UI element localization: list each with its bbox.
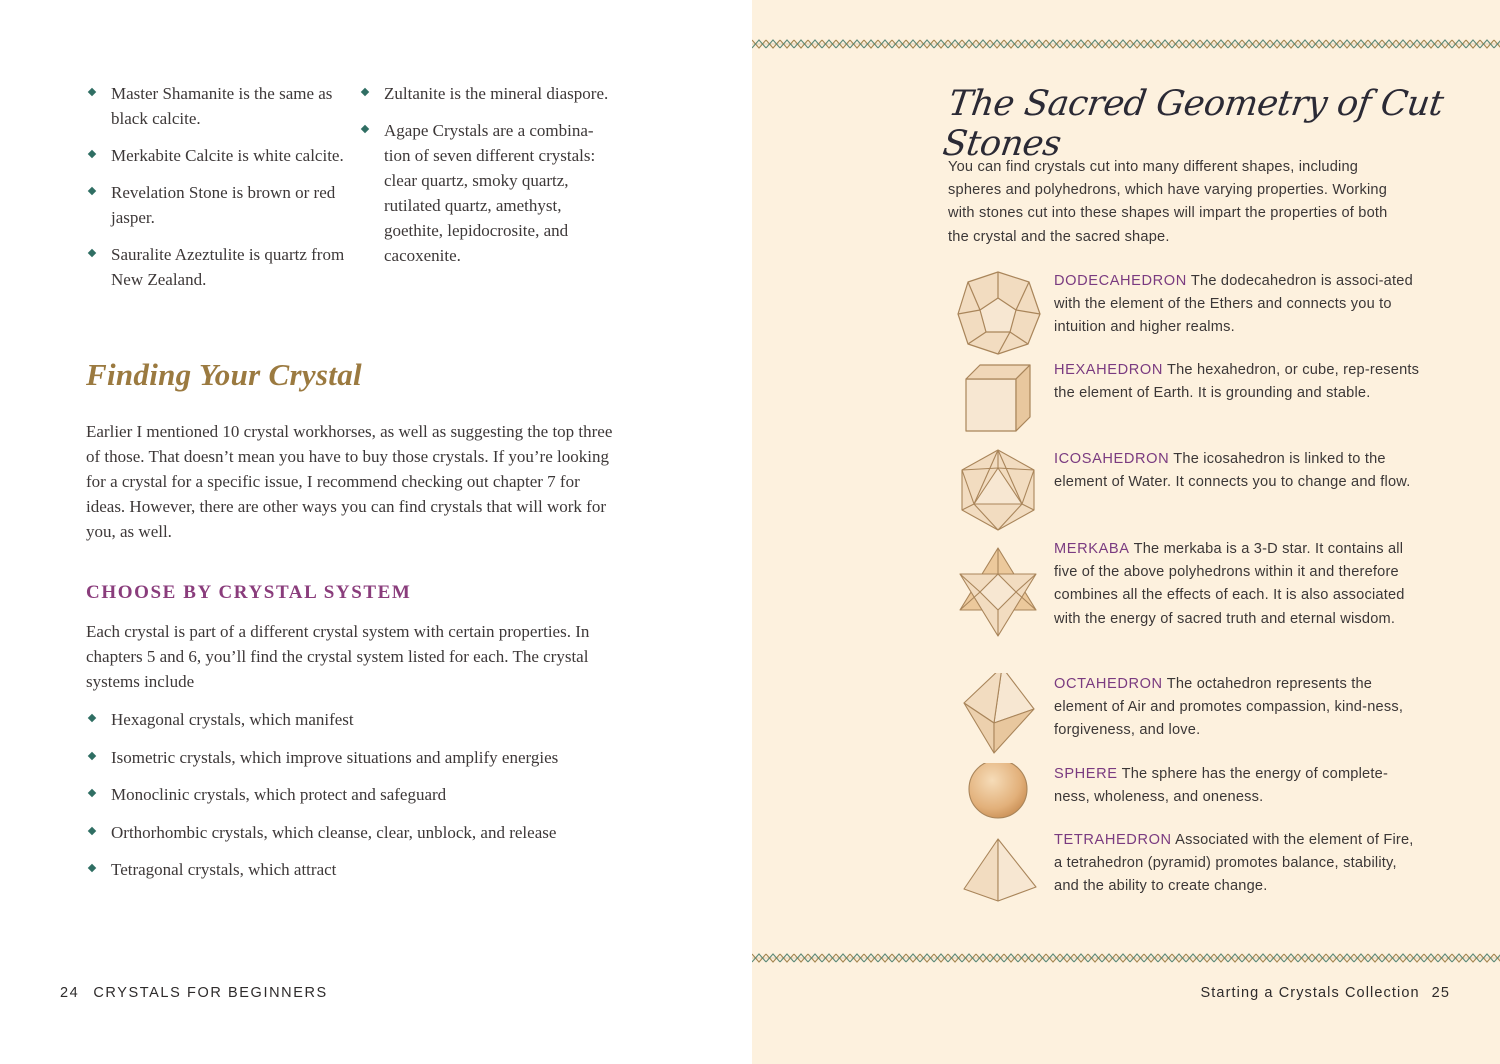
paragraph-choose: Each crystal is part of a different crystal system with certain properties. In chapters 5 and 6, you’ll find the crystal system listed for each. The crystal systems include [86,622,590,691]
diamond-bullet-icon [88,714,96,722]
paragraph-finding: Earlier I mentioned 10 crystal workhorses, as well as suggesting the top three of those. That doesn’t mean you have to buy those crystals. If you’re looking for a crystal for a specific issue, I recommend checking out chapter 7 for ideas. However, there are other ways you can find crystals that will work for you, as well. [86,422,613,541]
list-item [86,143,346,168]
page-number: 25 [1431,985,1450,1001]
feature-title: The Sacred Geometry of Cut Stones [940,84,1446,164]
page-footer-left [60,985,328,1001]
list-item [359,118,619,268]
tetrahedron-icon [952,829,1044,921]
book-title: CRYSTALS FOR BEGINNERS [93,985,328,1001]
list-item-text: Agape Crystals are a combina-tion of seven different crystals: clear quartz, smoky quartz, rutilated quartz, amethyst, goethite, lepidocrosite, and cacoxenite. [384,121,596,265]
shape-term: SPHERE [1054,766,1118,782]
shape-text: The octahedron represents the element of Air and promotes compassion, kind-ness, forgiveness, and love. [1054,676,1404,739]
merkaba-icon [952,538,1044,638]
shape-term: OCTAHEDRON [1054,676,1163,692]
shape-text: The hexahedron, or cube, rep-resents the element of Earth. It is grounding and stable. [1054,362,1420,402]
shape-description [1054,538,1422,631]
shape-text: Associated with the element of Fire, a tetrahedron (pyramid) promotes balance, stability, and the ability to create change. [1054,832,1414,895]
diamond-bullet-icon [88,249,96,257]
shape-term: MERKABA [1054,541,1130,557]
shape-text: The sphere has the energy of complete-ness, wholeness, and oneness. [1054,766,1389,806]
list-item [86,820,646,845]
intro-paragraph: You can find crystals cut into many different shapes, including spheres and polyhedrons, which have varying properties. Working with stones cut into these shapes will impart the properties of both the crystal and the sacred shape. [948,159,1388,245]
subheading-choose: CHOOSE BY CRYSTAL SYSTEM [86,582,412,603]
cube-icon [952,359,1044,451]
page-footer-right [1201,985,1451,1001]
list-item-text: Orthorhombic crystals, which cleanse, clear, unblock, and release [111,822,557,842]
diamond-bullet-icon [88,150,96,158]
section-heading-finding: Finding Your Crystal [86,357,362,392]
list-item [86,707,646,732]
diamond-bullet-icon [88,751,96,759]
list-item-text: Monoclinic crystals, which protect and safeguard [111,785,447,804]
shape-description [1054,270,1422,340]
right-page [752,0,1500,1064]
diamond-bullet-icon [361,88,369,96]
list-item-text: Tetragonal crystals, which attract [111,860,337,879]
crystal-system-list [86,707,646,895]
decorative-border-top [752,37,1500,51]
bullet-list-column-b [359,81,619,280]
list-item-text: Master Shamanite is the same as black calcite. [111,84,333,128]
shape-description [1054,673,1422,743]
list-item-text: Revelation Stone is brown or red jasper. [111,183,336,227]
shape-text: The merkaba is a 3-D star. It contains all five of the above polyhedrons within it and therefore combines all the effects of each. It is also associated with the energy of sacred truth and eternal wisdom. [1054,541,1405,627]
shape-term: DODECAHEDRON [1054,273,1187,289]
shape-text: The dodecahedron is associ-ated with the element of the Ethers and connects you to intuition and higher realms. [1054,273,1413,336]
shape-description [1054,763,1422,809]
diamond-bullet-icon [88,789,96,797]
list-item [86,81,346,131]
diamond-bullet-icon [88,826,96,834]
list-item [86,745,646,770]
diamond-bullet-icon [88,187,96,195]
shape-term: ICOSAHEDRON [1054,451,1170,467]
diamond-bullet-icon [88,864,96,872]
decorative-border-bottom [752,951,1500,965]
list-item-text: Merkabite Calcite is white calcite. [111,146,344,165]
list-item [359,81,619,106]
list-item [86,857,646,882]
list-item [86,242,346,292]
list-item-text: Sauralite Azeztulite is quartz from New Zealand. [111,245,345,289]
shape-description [1054,448,1422,494]
bullet-list-column-a [86,81,346,304]
dodecahedron-icon [952,270,1044,362]
diamond-bullet-icon [88,88,96,96]
shape-description [1054,829,1422,899]
shape-term: TETRAHEDRON [1054,832,1172,848]
shape-text: The icosahedron is linked to the element of Water. It connects you to change and flow. [1054,451,1411,491]
diamond-bullet-icon [361,125,369,133]
list-item-text: Zultanite is the mineral diaspore. [384,84,609,103]
chapter-title: Starting a Crystals Collection [1200,985,1420,1001]
list-item [86,782,646,807]
list-item [86,180,346,230]
octahedron-icon [952,673,1044,765]
shape-description [1054,359,1422,405]
page-number: 24 [60,985,80,1001]
icosahedron-icon [952,448,1044,540]
list-item-text: Hexagonal crystals, which manifest [111,710,354,729]
list-item-text: Isometric crystals, which improve situations and amplify energies [111,747,559,767]
shape-term: HEXAHEDRON [1054,362,1163,378]
